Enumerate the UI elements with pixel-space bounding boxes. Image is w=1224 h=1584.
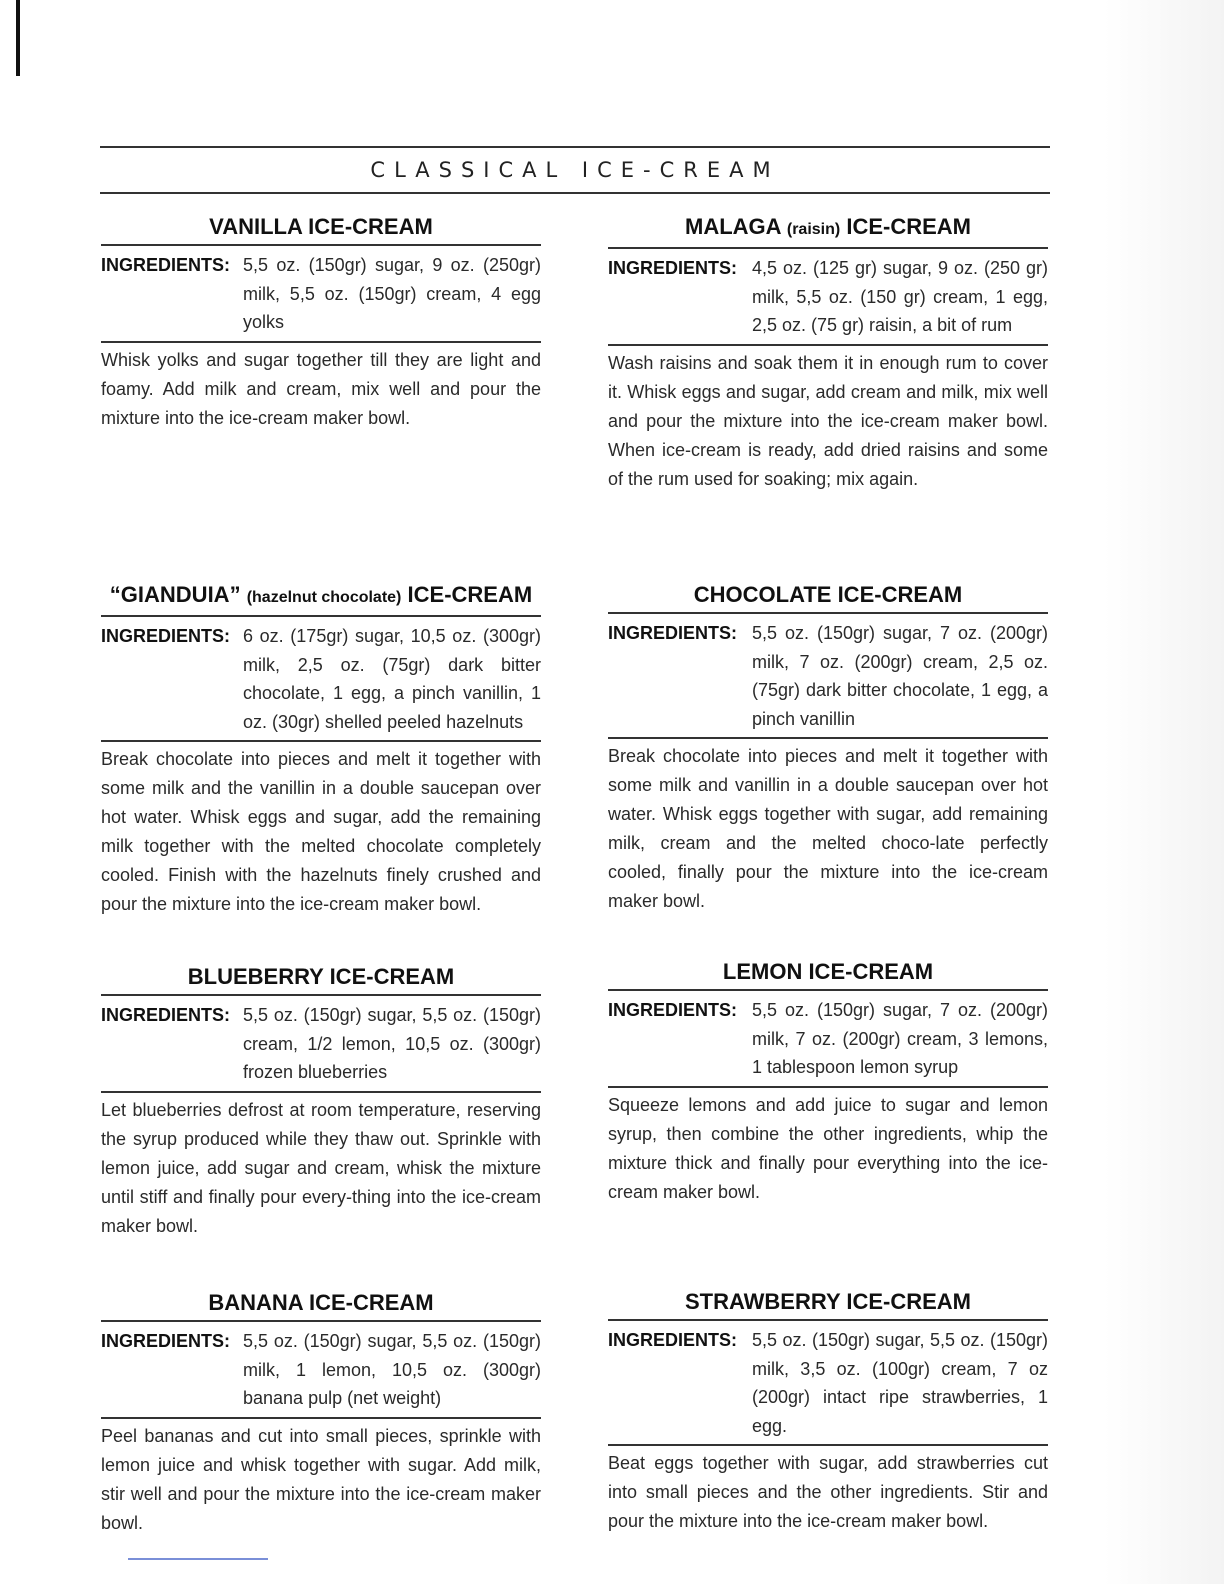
ingredients-block [608, 249, 1048, 346]
ingredients-block [101, 1322, 541, 1419]
ingredients-block [608, 614, 1048, 739]
recipe-title [608, 958, 1048, 991]
ingredients-label: INGREDIENTS: [608, 1000, 738, 1020]
recipe-name: VANILLA ICE-CREAM [209, 214, 433, 239]
recipe-name: BLUEBERRY ICE-CREAM [187, 964, 455, 989]
directions-text: Break chocolate into pieces and melt it together with some milk and the vanillin in a double saucepan over hot water. Whisk eggs and sugar, add the remaining milk together with the melted chocolate completely cooled. Finish with the hazelnuts finely crushed and pour the mixture into the ice-cream maker bowl. [101, 749, 541, 914]
recipe-title [608, 1288, 1048, 1321]
recipe-chocolate [608, 581, 1048, 916]
recipe-vanilla [101, 213, 541, 433]
recipe-name: BANANA ICE-CREAM [208, 1290, 434, 1315]
directions-text: Squeeze lemons and add juice to sugar and lemon syrup, then combine the other ingredients, whip the mixture thick and finally pour everything into the ice-cream maker bowl. [608, 1094, 1048, 1202]
ingredients-block [608, 991, 1048, 1088]
recipe-name: LEMON ICE-CREAM [722, 959, 934, 984]
directions-text: Whisk yolks and sugar together till they are light and foamy. Add milk and cream, mix well and pour the mixture into the ice-cream maker bowl. [101, 349, 541, 428]
recipe-title [101, 1289, 541, 1322]
recipe-name: MALAGA [685, 214, 781, 239]
ingredients-block [608, 1321, 1048, 1446]
page-header [100, 146, 1050, 194]
recipe-title [608, 581, 1048, 614]
recipe-lemon [608, 958, 1048, 1207]
ingredients-label: INGREDIENTS: [101, 255, 231, 275]
ingredients-block [101, 617, 541, 742]
ingredients-label: INGREDIENTS: [101, 1331, 231, 1351]
recipe-name-suffix: ICE-CREAM [407, 582, 533, 607]
recipe-name: STRAWBERRY ICE-CREAM [684, 1289, 971, 1314]
directions-text: Beat eggs together with sugar, add strawberries cut into small pieces and the other ingredients. Stir and pour the mixture into the ice-cream maker bowl. [608, 1453, 1048, 1531]
recipe-title [101, 963, 541, 996]
recipe-name: CHOCOLATE ICE-CREAM [693, 582, 963, 607]
bottom-link-line [128, 1558, 268, 1560]
recipe-strawberry [608, 1288, 1048, 1536]
recipe-gianduia [101, 581, 541, 919]
ingredients-text: 5,5 oz. (150gr) sugar, 5,5 oz. (150gr) milk, 3,5 oz. (100gr) cream, 7 oz (200gr) intact ripe strawberries, 1 egg. [752, 1330, 1048, 1436]
ingredients-label: INGREDIENTS: [608, 258, 738, 278]
directions-text: Let blueberries defrost at room temperature, reserving the syrup produced while they thaw out. Sprinkle with lemon juice, add sugar and cream, whisk the mixture until stiff and finally pour every-thing into the ice-cream maker bowl. [101, 1099, 541, 1236]
page-shadow [1104, 0, 1224, 1584]
recipe-subtitle: (raisin) [786, 221, 841, 238]
ingredients-text: 5,5 oz. (150gr) sugar, 5,5 oz. (150gr) milk, 1 lemon, 10,5 oz. (300gr) banana pulp (net weight) [243, 1331, 541, 1408]
ingredients-text: 5,5 oz. (150gr) sugar, 7 oz. (200gr) milk, 7 oz. (200gr) cream, 2,5 oz. (75gr) dark bitter chocolate, 1 egg, a pinch vanillin [752, 623, 1048, 729]
recipe-blueberry [101, 963, 541, 1241]
ingredients-text: 6 oz. (175gr) sugar, 10,5 oz. (300gr) milk, 2,5 oz. (75gr) dark bitter chocolate, 1 egg, a pinch vanillin, 1 oz. (30gr) shelled peeled hazelnuts [243, 626, 541, 732]
directions-text: Break chocolate into pieces and melt it together with some milk and vanillin in a double saucepan over hot water. Whisk eggs together with sugar, add remaining milk, cream and the melted choco-late perfectly cooled, finally pour the mixture into the ice-cream maker bowl. [608, 746, 1048, 911]
scan-edge-mark [16, 0, 20, 76]
recipe-malaga [608, 213, 1048, 494]
ingredients-text: 4,5 oz. (125 gr) sugar, 9 oz. (250 gr) milk, 5,5 oz. (150 gr) cream, 1 egg, 2,5 oz. (75 gr) raisin, a bit of rum [752, 258, 1048, 335]
recipe-title [101, 581, 541, 617]
page-title: CLASSICAL ICE-CREAM [370, 158, 780, 182]
recipe-subtitle: (hazelnut chocolate) [246, 589, 402, 606]
recipe-name-suffix: ICE-CREAM [846, 214, 971, 239]
recipe-name: “GIANDUIA” [109, 582, 241, 607]
ingredients-label: INGREDIENTS: [608, 1330, 738, 1350]
ingredients-label: INGREDIENTS: [101, 1005, 231, 1025]
ingredients-text: 5,5 oz. (150gr) sugar, 7 oz. (200gr) milk, 7 oz. (200gr) cream, 3 lemons, 1 tablespoon lemon syrup [752, 1000, 1048, 1077]
ingredients-block [101, 996, 541, 1093]
ingredients-text: 5,5 oz. (150gr) sugar, 9 oz. (250gr) milk, 5,5 oz. (150gr) cream, 4 egg yolks [243, 255, 541, 332]
recipe-banana [101, 1289, 541, 1538]
ingredients-text: 5,5 oz. (150gr) sugar, 5,5 oz. (150gr) cream, 1/2 lemon, 10,5 oz. (300gr) frozen blueberries [243, 1005, 541, 1082]
directions-text: Wash raisins and soak them it in enough rum to cover it. Whisk eggs and sugar, add cream and milk, mix well and pour the mixture into the ice-cream maker bowl. When ice-cream is ready, add dried raisins and some of the rum used for soaking; mix again. [608, 352, 1048, 489]
recipe-title [608, 213, 1048, 249]
recipe-title [101, 213, 541, 246]
ingredients-label: INGREDIENTS: [101, 626, 231, 646]
ingredients-label: INGREDIENTS: [608, 623, 738, 643]
ingredients-block [101, 246, 541, 343]
directions-text: Peel bananas and cut into small pieces, sprinkle with lemon juice and whisk together with sugar. Add milk, stir well and pour the mixture into the ice-cream maker bowl. [101, 1425, 541, 1533]
